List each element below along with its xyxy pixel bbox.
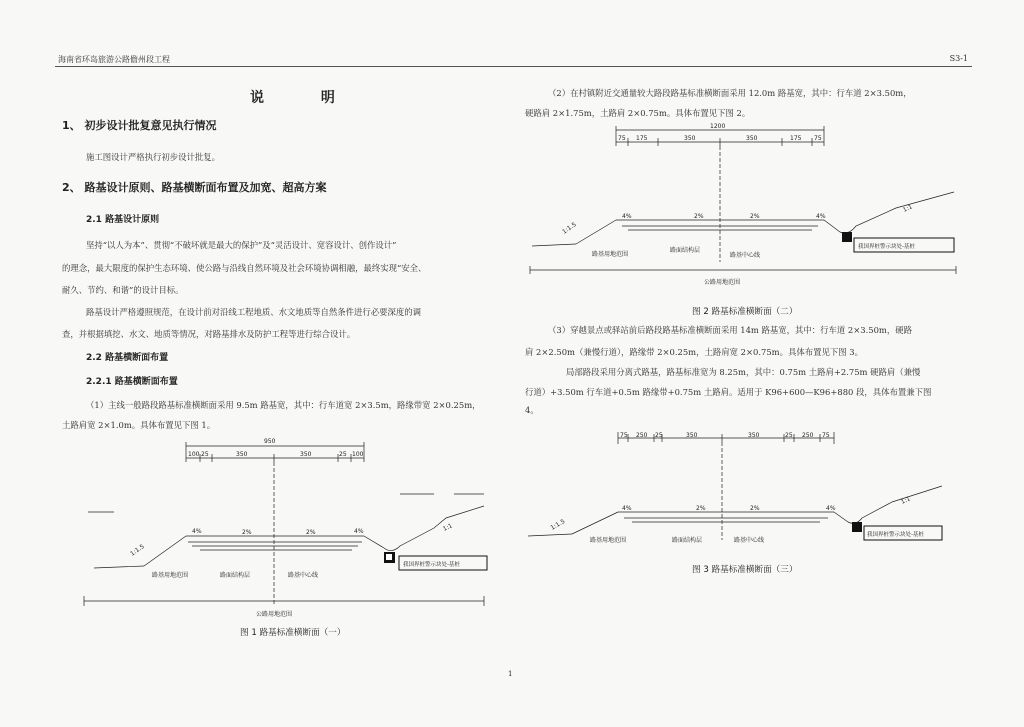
section-1-text: 施工图设计严格执行初步设计批复。	[86, 152, 220, 162]
fig3-grade-left: 2%	[696, 505, 706, 512]
figure-1-caption: 图 1 路基标准横断面（一）	[240, 628, 346, 638]
fig1-grade-shoulder-left: 4%	[192, 528, 202, 535]
fig2-cut-slope: 1:1	[901, 203, 914, 214]
section-1-heading: 1、 初步设计批复意见执行情况	[62, 119, 217, 132]
fig2-grade-left: 2%	[694, 213, 704, 220]
fig3-dim-8: 75	[822, 432, 830, 439]
fig3-grade-shoulder-right: 4%	[826, 505, 836, 512]
header-sheet: S3-1	[949, 54, 968, 63]
fig3-grade-shoulder-left: 4%	[622, 505, 632, 512]
para-right-3-line2: 肩 2×2.50m（兼慢行道），路缘带 2×0.25m，土路肩宽 2×0.75m。具体布置见下图 3。	[525, 347, 863, 357]
fig1-dim-1: 100	[188, 451, 200, 458]
fig3-fill-slope: 1:1.5	[549, 517, 567, 532]
para-2-1-line4: 路基设计严格遵照规范，在设计前对沿线工程地质、水文地质等自然条件进行必要深度的调	[86, 307, 421, 317]
figure-3-caption: 图 3 路基标准横断面（三）	[692, 565, 798, 575]
fig2-dim-6: 75	[814, 135, 822, 142]
page-number: 1	[508, 670, 513, 678]
fig2-grade-shoulder-right: 4%	[816, 213, 826, 220]
fig1-fill-slope: 1:1.5	[129, 543, 146, 558]
figure-2-caption: 图 2 路基标准横断面（二）	[692, 307, 798, 317]
fig3-dim-1: 75	[620, 432, 628, 439]
section-2-2-heading: 2.2 路基横断面布置	[86, 353, 169, 363]
fig1-grade-right: 2%	[306, 529, 316, 536]
fig3-grade-right: 2%	[750, 505, 760, 512]
fig2-grade-shoulder-left: 4%	[622, 213, 632, 220]
fig1-center-label: 路基中心线	[288, 572, 319, 579]
fig2-dim-4: 350	[746, 135, 758, 142]
fig1-dim-2: 25	[201, 451, 209, 458]
fig1-dim-3: 350	[236, 451, 248, 458]
fig3-dim-7: 250	[802, 432, 814, 439]
para-2-1-line2: 的理念，最大限度的保护生态环境、使公路与沿线自然环境及社会环境协调相融，最终实现“安全、	[62, 263, 427, 273]
fig3-dim-3: 25	[655, 432, 663, 439]
header-rule	[55, 66, 972, 67]
fig3-center-label: 路基中心线	[734, 537, 765, 544]
para-right-4-line1: 局部路段采用分离式路基，路基标准宽为 8.25m，其中：0.75m 土路肩+2.75m 硬路肩（兼慢	[566, 367, 921, 377]
fig3-drain-label: 我国界桩警示块处-基桩	[867, 532, 924, 538]
fig2-boundary-label: 路基用地范围	[592, 251, 629, 258]
fig3-boundary-label: 路基用地范围	[590, 537, 627, 544]
header-project: 海南省环岛旅游公路儋州段工程	[58, 55, 170, 64]
fig2-total-width: 1200	[710, 123, 726, 130]
fig1-grade-shoulder-right: 4%	[354, 528, 364, 535]
figure-1-cross-section	[74, 436, 498, 628]
fig2-drain-label: 我国界桩警示块处-基桩	[858, 244, 915, 250]
fig2-dim-1: 75	[618, 135, 626, 142]
fig2-fill-slope: 1:1.5	[561, 221, 578, 236]
fig1-dim-4: 350	[300, 451, 312, 458]
para-2-2-1-line1: （1）主线一般路段路基标准横断面采用 9.5m 路基宽，其中：行车道宽 2×3.5m，路缘带宽 2×0.25m，	[86, 400, 481, 410]
para-right-2-line2: 硬路肩 2×1.75m，土路肩 2×0.75m。具体布置见下图 2。	[525, 108, 751, 118]
fig2-center-label: 路基中心线	[730, 252, 761, 259]
fig3-dim-5: 350	[748, 432, 760, 439]
fig3-dim-6: 25	[785, 432, 793, 439]
fig1-total-width: 950	[264, 438, 276, 445]
para-right-3-line1: （3）穿越景点或驿站前后路段路基标准横断面采用 14m 路基宽，其中：行车道 2×3.50m，硬路	[548, 325, 912, 335]
fig2-grade-right: 2%	[750, 213, 760, 220]
section-2-heading: 2、 路基设计原则、路基横断面布置及加宽、超高方案	[62, 181, 327, 194]
fig1-grade-left: 2%	[242, 529, 252, 536]
fig1-dim-6: 100	[352, 451, 364, 458]
fig2-structure-label: 路面结构层	[670, 247, 701, 254]
fig3-dim-2: 250	[636, 432, 648, 439]
page-title: 说 明	[250, 90, 361, 106]
fig1-dim-5: 25	[339, 451, 347, 458]
fig2-dim-5: 175	[790, 135, 802, 142]
para-2-1-line3: 耐久、节约、和谐”的设计目标。	[62, 285, 184, 295]
fig1-land-label: 公路用地范围	[256, 611, 293, 618]
para-right-4-line2: 行道）+3.50m 行车道+0.5m 路缘带+0.75m 土路肩。适用于 K96+600—K96+880 段，具体布置兼下图	[525, 387, 932, 397]
para-2-1-line1: 坚持“以人为本”、贯彻“不破坏就是最大的保护”及“灵活设计、宽容设计、创作设计”	[86, 240, 397, 250]
figure-2-cross-section	[524, 122, 964, 294]
fig1-cut-slope: 1:1	[441, 522, 454, 533]
fig2-land-label: 公路用地范围	[704, 279, 741, 286]
fig3-dim-4: 350	[686, 432, 698, 439]
section-2-2-1-heading: 2.2.1 路基横断面布置	[86, 377, 178, 387]
para-right-2-line1: （2）在村镇附近交通量较大路段路基标准横断面采用 12.0m 路基宽，其中：行车道 2×3.50m，	[548, 88, 912, 98]
fig2-dim-2: 175	[636, 135, 648, 142]
para-2-1-line5: 查，并根据填挖、水文、地质等情况，对路基排水及防护工程等进行综合设计。	[62, 329, 356, 339]
fig3-cut-slope: 1:1	[899, 495, 912, 506]
figure-3-cross-section	[522, 430, 946, 560]
fig3-structure-label: 路面结构层	[672, 537, 703, 544]
para-right-4-line3: 4。	[525, 405, 539, 415]
fig2-dim-3: 350	[684, 135, 696, 142]
fig1-structure-label: 路面结构层	[220, 572, 251, 579]
fig1-drain-label: 我国界桩警示块处-基桩	[403, 562, 460, 568]
fig1-boundary-label: 路基用地范围	[152, 572, 189, 579]
para-2-2-1-line2: 土路肩宽 2×1.0m。具体布置见下图 1。	[62, 420, 216, 430]
section-2-1-heading: 2.1 路基设计原则	[86, 215, 160, 225]
